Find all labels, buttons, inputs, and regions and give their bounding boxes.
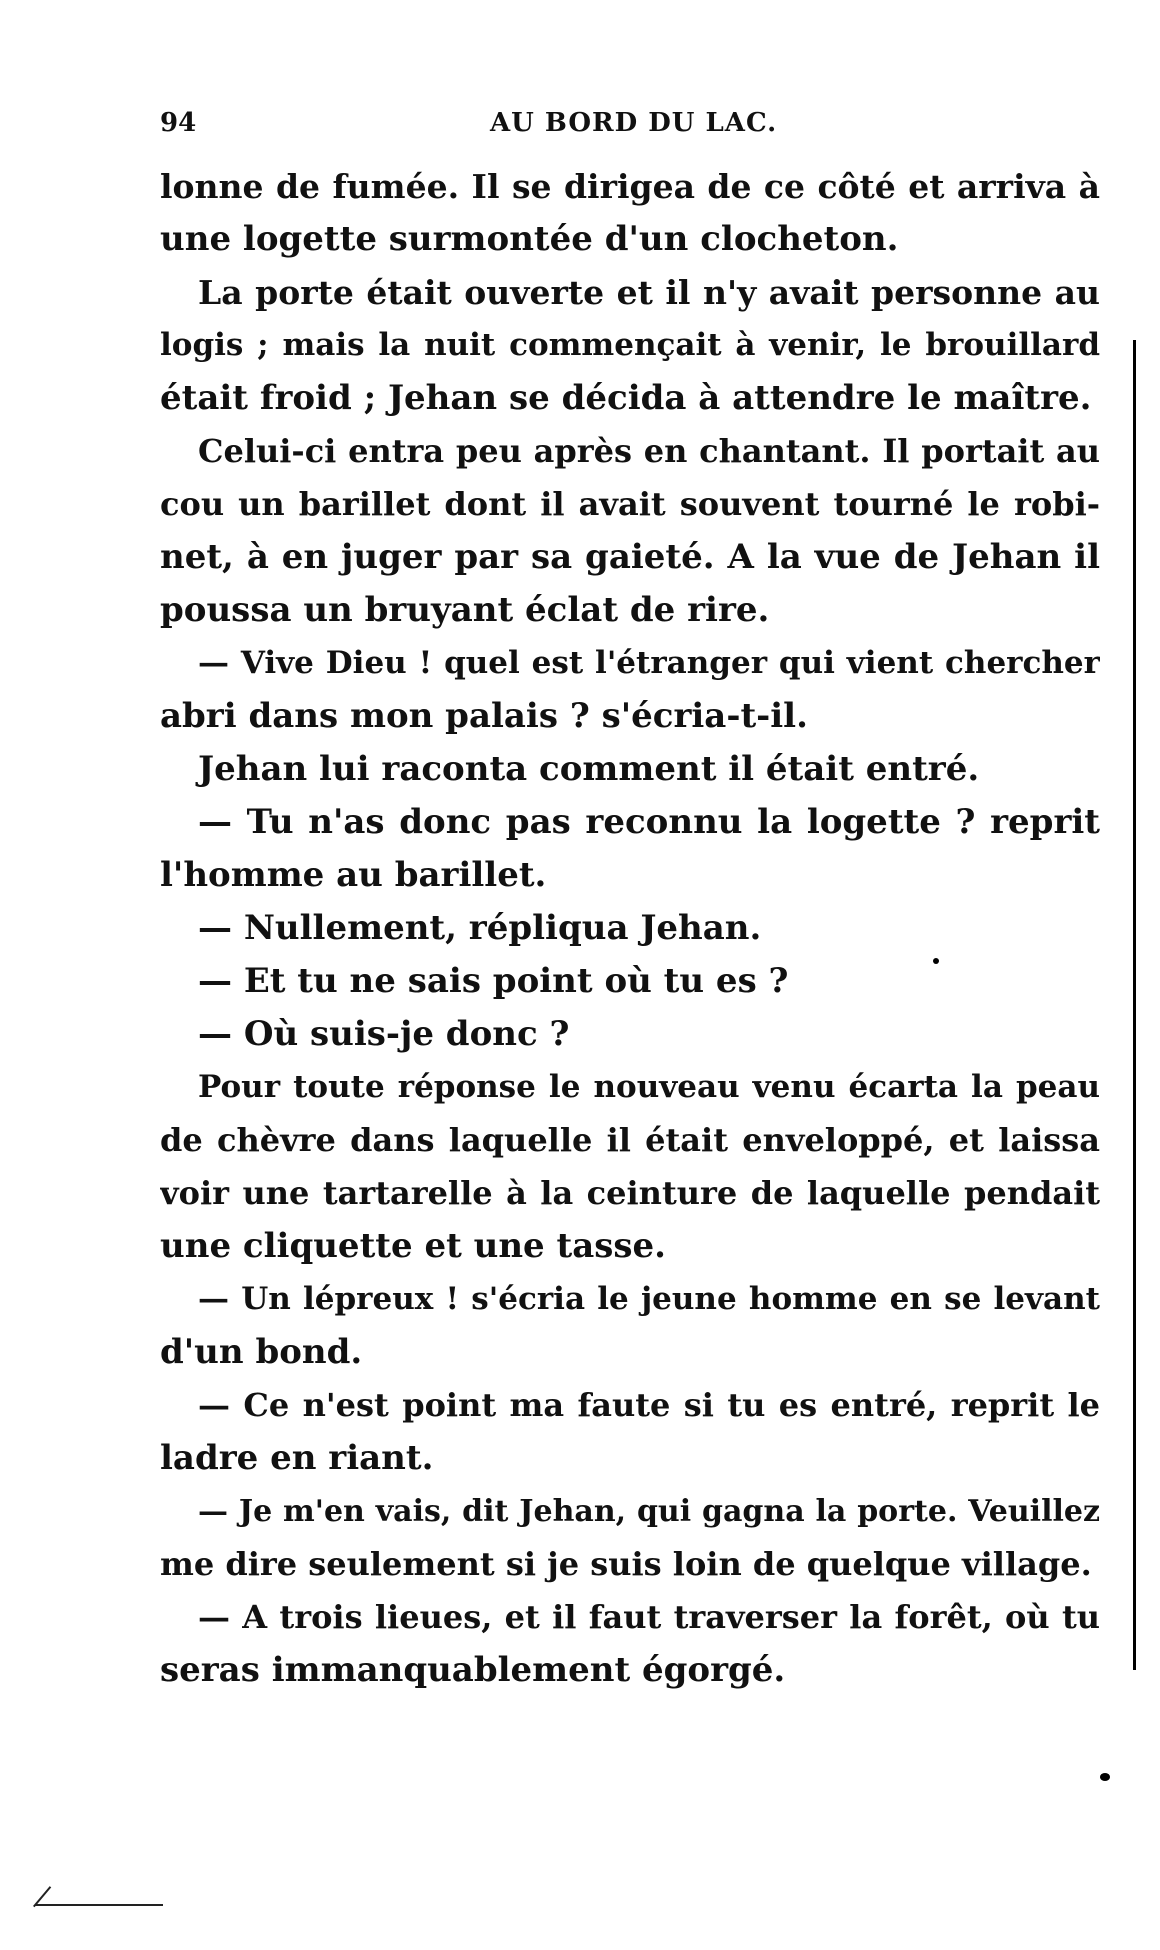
text-line: voir une tartarelle à la ceinture de laquelle pendait xyxy=(160,1174,1100,1212)
text-line: — Ce n'est point ma faute si tu es entré, reprit le xyxy=(198,1386,1100,1424)
paragraph xyxy=(160,425,1100,637)
text-line: était froid ; Jehan se décida à attendre le maître. xyxy=(160,378,1092,418)
text-line: — Où suis-je donc ? xyxy=(198,1014,570,1054)
paragraph xyxy=(160,1485,1100,1591)
text-line: La porte était ouverte et il n'y avait personne au xyxy=(198,273,1100,312)
body-text xyxy=(160,160,1100,1697)
text-line: — Vive Dieu ! quel est l'étranger qui vient chercher xyxy=(198,645,1100,681)
text-line: lonne de fumée. Il se dirigea de ce côté et arriva à xyxy=(160,167,1100,206)
paragraph xyxy=(160,1273,1100,1379)
text-line: Celui-ci entra peu après en chantant. Il portait au xyxy=(198,432,1100,470)
text-line: — Un lépreux ! s'écria le jeune homme en se levant xyxy=(198,1281,1100,1317)
text-line: Pour toute réponse le nouveau venu écarta la peau xyxy=(198,1069,1100,1105)
page-header xyxy=(160,108,1100,148)
scan-bottom-rule xyxy=(35,1904,163,1906)
text-line: — A trois lieues, et il faut traverser la forêt, où tu xyxy=(198,1598,1100,1636)
paragraph xyxy=(160,637,1100,743)
text-line: logis ; mais la nuit commençait à venir, le brouillard xyxy=(160,327,1100,363)
paragraph xyxy=(160,1379,1100,1485)
text-line: seras immanquablement égorgé. xyxy=(160,1650,786,1690)
text-line: d'un bond. xyxy=(160,1332,363,1372)
scan-edge-rule xyxy=(1133,340,1136,1670)
text-line: — Je m'en vais, dit Jehan, qui gagna la porte. Veuillez xyxy=(198,1494,1100,1529)
text-line: une cliquette et une tasse. xyxy=(160,1226,667,1266)
text-line: — Tu n'as donc pas reconnu la logette ? reprit xyxy=(198,802,1100,842)
page-number: 94 xyxy=(160,108,197,138)
running-title: AU BORD DU LAC. xyxy=(490,108,778,138)
paragraph xyxy=(160,1591,1100,1697)
text-line: de chèvre dans laquelle il était enveloppé, et laissa xyxy=(160,1121,1100,1159)
text-line: l'homme au barillet. xyxy=(160,855,547,895)
paragraph xyxy=(160,955,1100,1008)
paragraph xyxy=(160,1061,1100,1273)
text-line: — Et tu ne sais point où tu es ? xyxy=(198,961,789,1001)
text-line: cou un barillet dont il avait souvent tourné le robi- xyxy=(160,485,1100,523)
paragraph xyxy=(160,266,1100,425)
ink-speck xyxy=(933,958,939,964)
paragraph xyxy=(160,160,1100,266)
paragraph xyxy=(160,902,1100,955)
text-line: abri dans mon palais ? s'écria-t-il. xyxy=(160,696,808,736)
paragraph xyxy=(160,743,1100,796)
ink-speck xyxy=(1100,1773,1110,1781)
paragraph xyxy=(160,796,1100,902)
paragraph xyxy=(160,1008,1100,1061)
text-line: — Nullement, répliqua Jehan. xyxy=(198,908,762,948)
text-line: me dire seulement si je suis loin de quelque village. xyxy=(160,1545,1092,1583)
text-line: Jehan lui raconta comment il était entré. xyxy=(198,749,980,789)
text-line: une logette surmontée d'un clocheton. xyxy=(160,219,899,259)
text-line: net, à en juger par sa gaieté. A la vue de Jehan il xyxy=(160,537,1100,577)
text-line: poussa un bruyant éclat de rire. xyxy=(160,590,770,630)
text-line: ladre en riant. xyxy=(160,1438,434,1478)
